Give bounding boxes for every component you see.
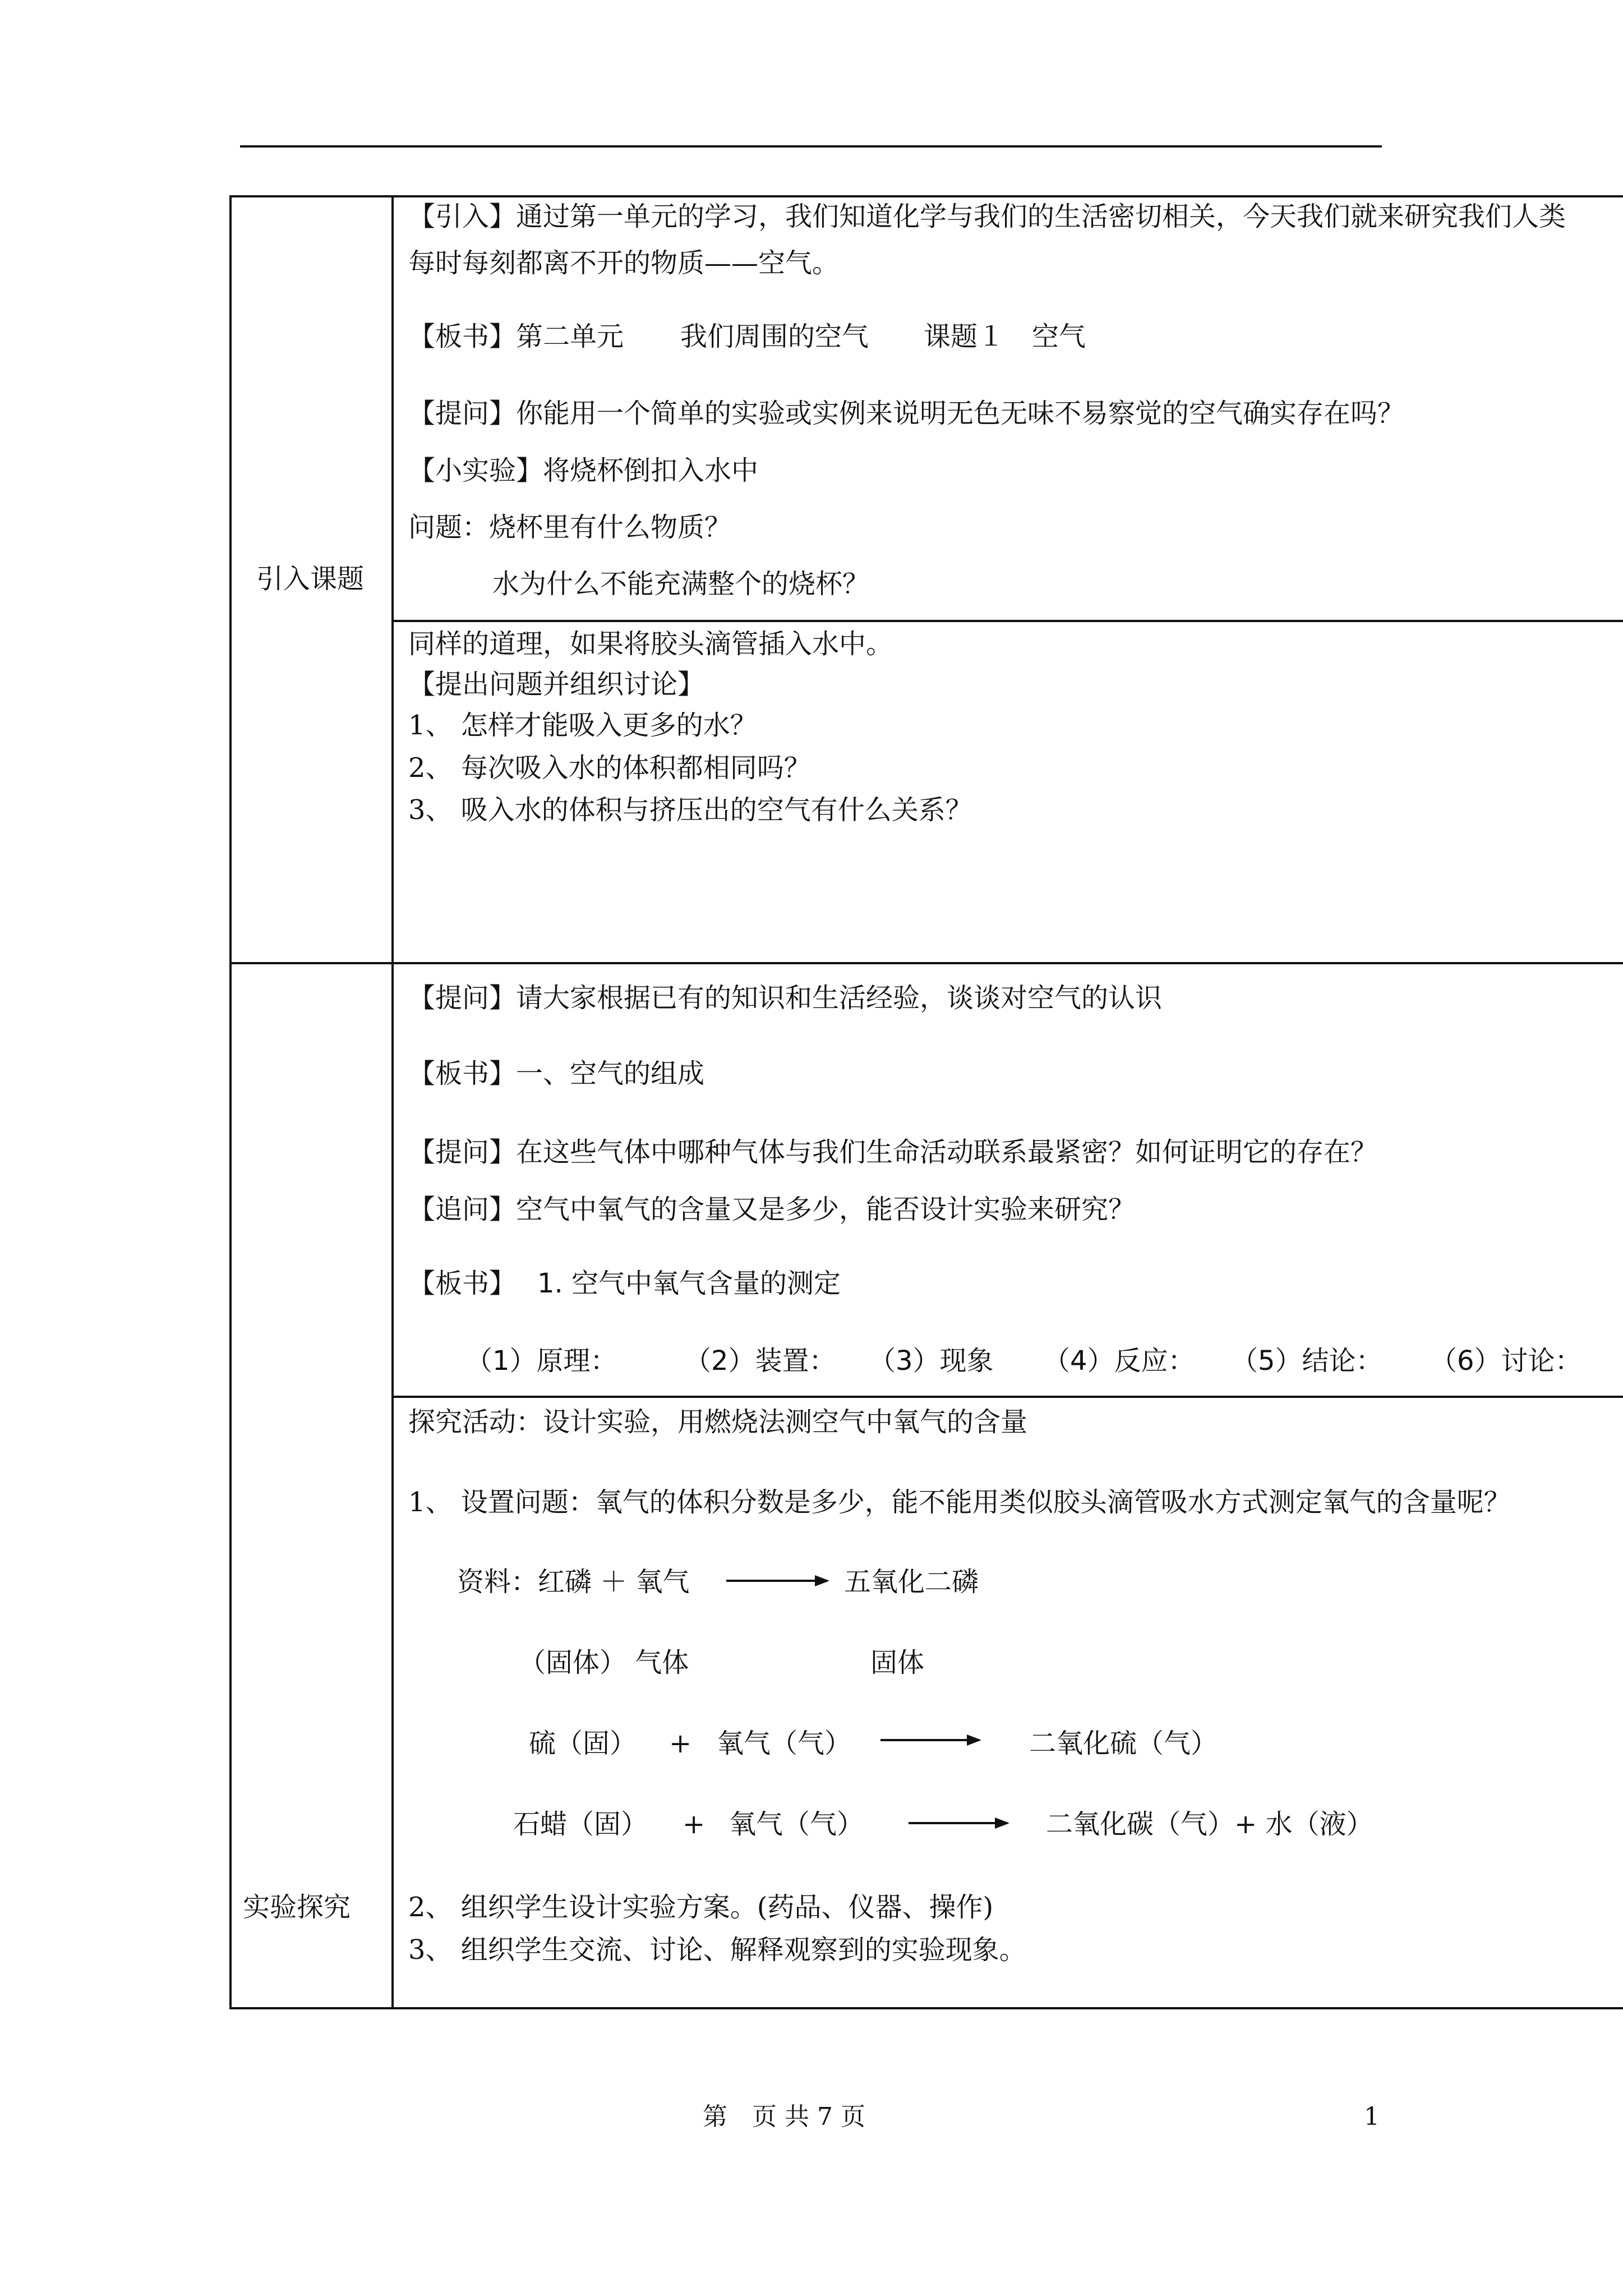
ask-gas-line: 【提问】在这些气体中哪种气体与我们生命活动联系最紧密？如何证明它的存在？ (408, 1137, 1378, 1168)
section-label-experiment: 实验探究 (243, 1892, 351, 1923)
item-principle: （1）原理： (465, 1345, 617, 1377)
reaction-1-arrow (726, 1580, 827, 1582)
reaction-1-reactants: 资料：红磷 ＋ 氧气 (457, 1566, 690, 1598)
board-heading-unit: 我们周围的空气 (680, 321, 869, 352)
board-heading-prefix: 【板书】第二单元 (408, 321, 624, 352)
table-border-bottom (229, 2007, 1623, 2009)
item-reaction: （4）反应： (1043, 1345, 1195, 1377)
mini-experiment-line: 【小实验】将烧杯倒扣入水中 (408, 455, 759, 486)
problem-line-2: 水为什么不能充满整个的烧杯？ (492, 568, 870, 600)
board-composition: 【板书】一、空气的组成 (408, 1058, 705, 1089)
follow-up-line: 【追问】空气中氧气的含量又是多少，能否设计实验来研究？ (408, 1194, 1136, 1225)
ask-line: 【提问】请大家根据已有的知识和生活经验，谈谈对空气的认识 (408, 982, 1163, 1014)
problem-line-1: 问题：烧杯里有什么物质？ (408, 512, 732, 543)
reaction-3-product: 二氧化碳（气）+ 水（液） (1046, 1809, 1373, 1840)
column-divider (391, 195, 394, 2008)
discussion-item-1: 1、 怎样才能吸入更多的水？ (408, 710, 757, 741)
reaction-2-arrow (880, 1739, 979, 1741)
reaction-2-reactant-1: 硫（固） (529, 1728, 637, 1759)
reaction-2-plus: + (669, 1728, 692, 1759)
reaction-2-reactant-2: 氧气（气） (717, 1728, 852, 1759)
dropper-line: 同样的道理，如果将胶头滴管插入水中。 (408, 628, 893, 660)
activity-line: 探究活动：设计实验，用燃烧法测空气中氧气的含量 (408, 1406, 1028, 1438)
discussion-item-2: 2、 每次吸入水的体积都相同吗？ (408, 752, 811, 784)
board-heading-lesson: 课题１ (924, 321, 1005, 352)
reaction-2-product: 二氧化硫（气） (1029, 1728, 1218, 1759)
section-label-intro: 引入课题 (256, 563, 365, 595)
discussion-heading: 【提出问题并组织讨论】 (408, 669, 705, 700)
table-border-top (229, 195, 1623, 197)
sub-divider-2 (391, 1396, 1623, 1398)
board-label: 【板书】 (408, 1268, 517, 1299)
reaction-3-reactant-1: 石蜡（固） (513, 1809, 648, 1840)
page-number: 1 (1364, 2102, 1380, 2131)
row-divider (229, 962, 1623, 964)
item-conclusion: （5）结论： (1231, 1345, 1383, 1377)
board-measure-title: 1. 空气中氧气含量的测定 (537, 1268, 841, 1299)
question-line: 【提问】你能用一个简单的实验或实例来说明无色无味不易察觉的空气确实存在吗？ (408, 398, 1405, 429)
item-apparatus: （2）装置： (684, 1345, 836, 1377)
item-discussion: （6）讨论： (1430, 1345, 1582, 1377)
reaction-1-states: （固体） 气体 (519, 1647, 689, 1678)
reaction-1-product-state: 固体 (870, 1647, 925, 1678)
reaction-3-reactant-2: 氧气（气） (729, 1809, 864, 1840)
table-border-left (229, 195, 232, 2008)
intro-text-line-1: 【引入】通过第一单元的学习，我们知道化学与我们的生活密切相关，今天我们就来研究我们人类 (408, 201, 1566, 232)
exchange-line: 3、 组织学生交流、讨论、解释观察到的实验现象。 (408, 1934, 1026, 1966)
item-phenomenon: （3）现象 (869, 1345, 994, 1377)
board-heading-topic: 空气 (1032, 321, 1086, 352)
sub-divider-1 (391, 620, 1623, 622)
reaction-1-product: 五氧化二磷 (844, 1566, 979, 1598)
set-question-line: 1、 设置问题：氧气的体积分数是多少，能不能用类似胶头滴管吸水方式测定氧气的含量呢？ (408, 1487, 1511, 1518)
intro-text-line-2: 每时每刻都离不开的物质——空气。 (408, 247, 840, 279)
page-footer: 第 页 共 7 页 (703, 2102, 865, 2131)
reaction-3-arrow (909, 1822, 1007, 1824)
reaction-3-plus: + (683, 1809, 706, 1840)
design-plan-line: 2、 组织学生设计实验方案。(药品、仪器、操作) (408, 1892, 994, 1923)
discussion-item-3: 3、 吸入水的体积与挤压出的空气有什么关系？ (408, 794, 972, 826)
header-rule (240, 145, 1382, 148)
